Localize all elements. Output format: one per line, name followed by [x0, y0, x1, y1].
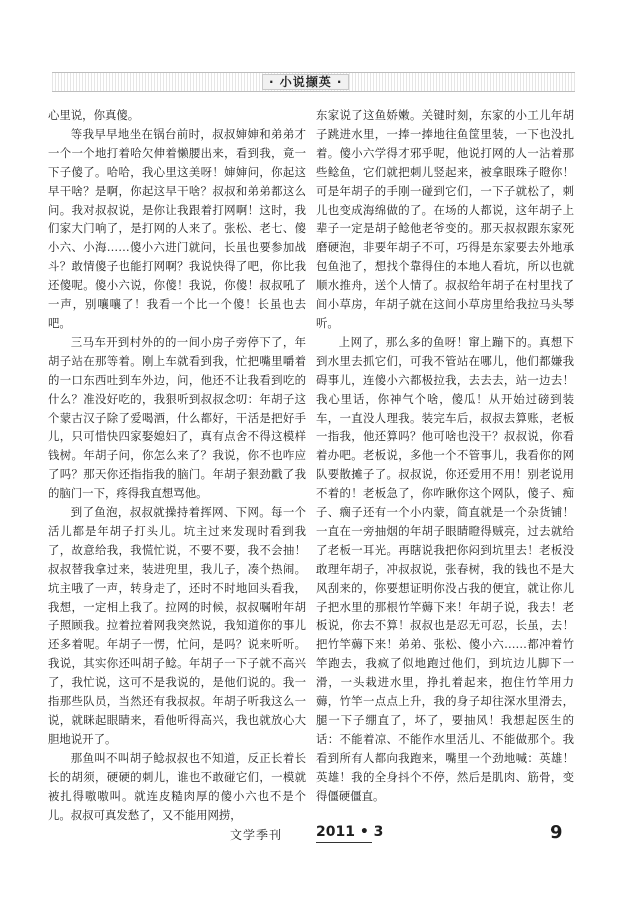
left-column [48, 106, 306, 824]
magazine-name: 文学季刊 [230, 828, 283, 842]
paragraph: 三马车开到村外的的一间小房子旁停下了，年胡子站在那等着。刚上车就看到我，忙把嘴里嚼着的一口东西吐到车外边，问，他还不让我看到吃的什么？准没好吃的，我狠听到叔叔念叨：年胡子这个蒙古汉子除了爱喝酒，什么都好，干活是把好手儿，只可惜快四家娶媳妇了，真有点舍不得这模样钱树。年胡子问，你怎么来了？我说，你不也咋应了吗？那天你还指指我的脑门。年胡子狠劲戳了我的脑门一下，疼得我直想骂他。 [48, 334, 306, 501]
paragraph: 等我早早地坐在锅台前时，叔叔婶婶和弟弟才一个一个地打着哈欠伸着懒腰出来，看到我，竟一下子傻了。哈哈，我心里这美呀！婶婶问，你起这早干啥？是啊，你起这早干啥？叔叔和弟弟都这么问。我对叔叔说，是你让我跟着打网啊！这时，我们家大门响了，是打网的人来了。张松、老七、傻小六、小海……傻小六进门就问，长虽也要参加战斗？敢情傻子也能打网啊？我说快得了吧，你比我还傻呢。傻小六说，你傻！我说，你傻！叔叔吼了一声，别嚷嚷了！我看一个比一个傻！长虽也去吧。 [48, 126, 306, 330]
paragraph: 那鱼叫不叫胡子鲶叔叔也不知道，反正长着长长的胡须，硬硬的刺儿，谁也不敢碰它们，一模就被扎得嗷嗷叫。就连皮糙肉厚的傻小六也不是个儿。叔叔可真发愁了，又不能用网捞， [48, 750, 306, 822]
page-number: 9 [550, 822, 563, 843]
section-title: · 小说撷英 · [262, 74, 349, 90]
page-footer [230, 824, 600, 844]
paragraph: 心里说，你真傻。 [48, 108, 140, 122]
issue-number: 2011 • 3 [316, 824, 384, 840]
paragraph: 上网了，那么多的鱼呀！窜上蹦下的。真想下到水里去抓它们，可我不管站在哪儿，他们都嫌我碍事儿，连傻小六都极拉我，去去去，站一边去！我心里话，你神气个啥，傻瓜！从开始过磅到装车，一直没人理我。装完车后，叔叔去算账，老板一指我，他还算吗？他可啥也没干？叔叔说，你看着办吧。老板说，多他一个不管事儿，我看你的网队要散摊子了。叔叔说，你还爱用不用！别老说用不着的！老板急了，你咋瞅你这个网队，傻子、痴子、瘸子还有一个小内蒙，简直就是一个杂货铺！一直在一旁抽烟的年胡子眼睛瞪得贼亮，过去就给了老板一耳光。再瞎说我把你闷到坑里去！老板没敢理年胡子，冲叔叔说，张春树，我的钱也不是大风刮来的，你要想证明你没占我的便宜，就让你儿子把水里的那根竹竿薅下来！年胡子说，我去！老板说，你去不算！叔叔也是忍无可忍，长虽，去！把竹竿薅下来！弟弟、张松、傻小六……都冲着竹竿跑去，我疯了似地跑过他们，到坑边儿脚下一滑，一头栽进水里，挣扎着起来，抱住竹竿用力薅，竹竿一点点上升，我的身子却往深水里滑去，腿一下子绷直了，坏了，要抽风！我想起医生的话：不能着凉、不能作水里活儿、不能做那个。我看到所有人都向我跑来，嘴里一个劲地喊：英雄！英雄！我的全身抖个不停，然后是肌肉、筋骨，变得僵硬僵直。 [316, 334, 574, 803]
paragraph: 东家说了这鱼娇嫩。关键时刻，东家的小工儿年胡子跳进水里，一捧一捧地往鱼筐里装，一下也没扎着。傻小六学得才邪乎呢，他说打网的人一沾着那些鲶鱼，它们就把刺儿竖起来，被拿眼珠子瞪你！可是年胡子的手刚一碰到它们，一下子就松了，刺儿也变成海绵做的了。在场的人都说，这年胡子上辈子一定是胡子鲶他老爷变的。那天叔叔跟东家死磨硬泡，非要年胡子不可，巧得是东家要去外地承包鱼池了，想找个靠得住的本地人看坑，所以也就顺水推舟，送个人情了。叔叔给年胡子在村里找了间小草房，年胡子就在这间小草房里给我拉马头琴听。 [316, 108, 574, 330]
right-column [316, 106, 574, 806]
issue-underline [316, 842, 372, 843]
paragraph: 到了鱼泡，叔叔就操持着挥网、下网。每一个活儿都是年胡子打头儿。坑主过来发现时看到我了，故意给我，我慌忙说，不要不要，我不会抽！叔叔替我拿过来，装进兜里，我儿子，凑个热闹。坑主哦了一声，转身走了，还时不时地回头看我，我想，一定相上我了。拉网的时候，叔叔嘱咐年胡子照顾我。拉着拉着网我突然说，我知道你的事儿还多着呢。年胡子一愣，忙问，是吗？说来听听。我说，其实你还叫胡子鲶。年胡子一下子就不高兴了，我忙说，这可不是我说的，是他们说的。我一指那些队员，当然还有我叔叔。年胡子听我这么一说，就眯起眼睛来，看他听得高兴，我也就放心大胆地说开了。 [48, 505, 306, 746]
